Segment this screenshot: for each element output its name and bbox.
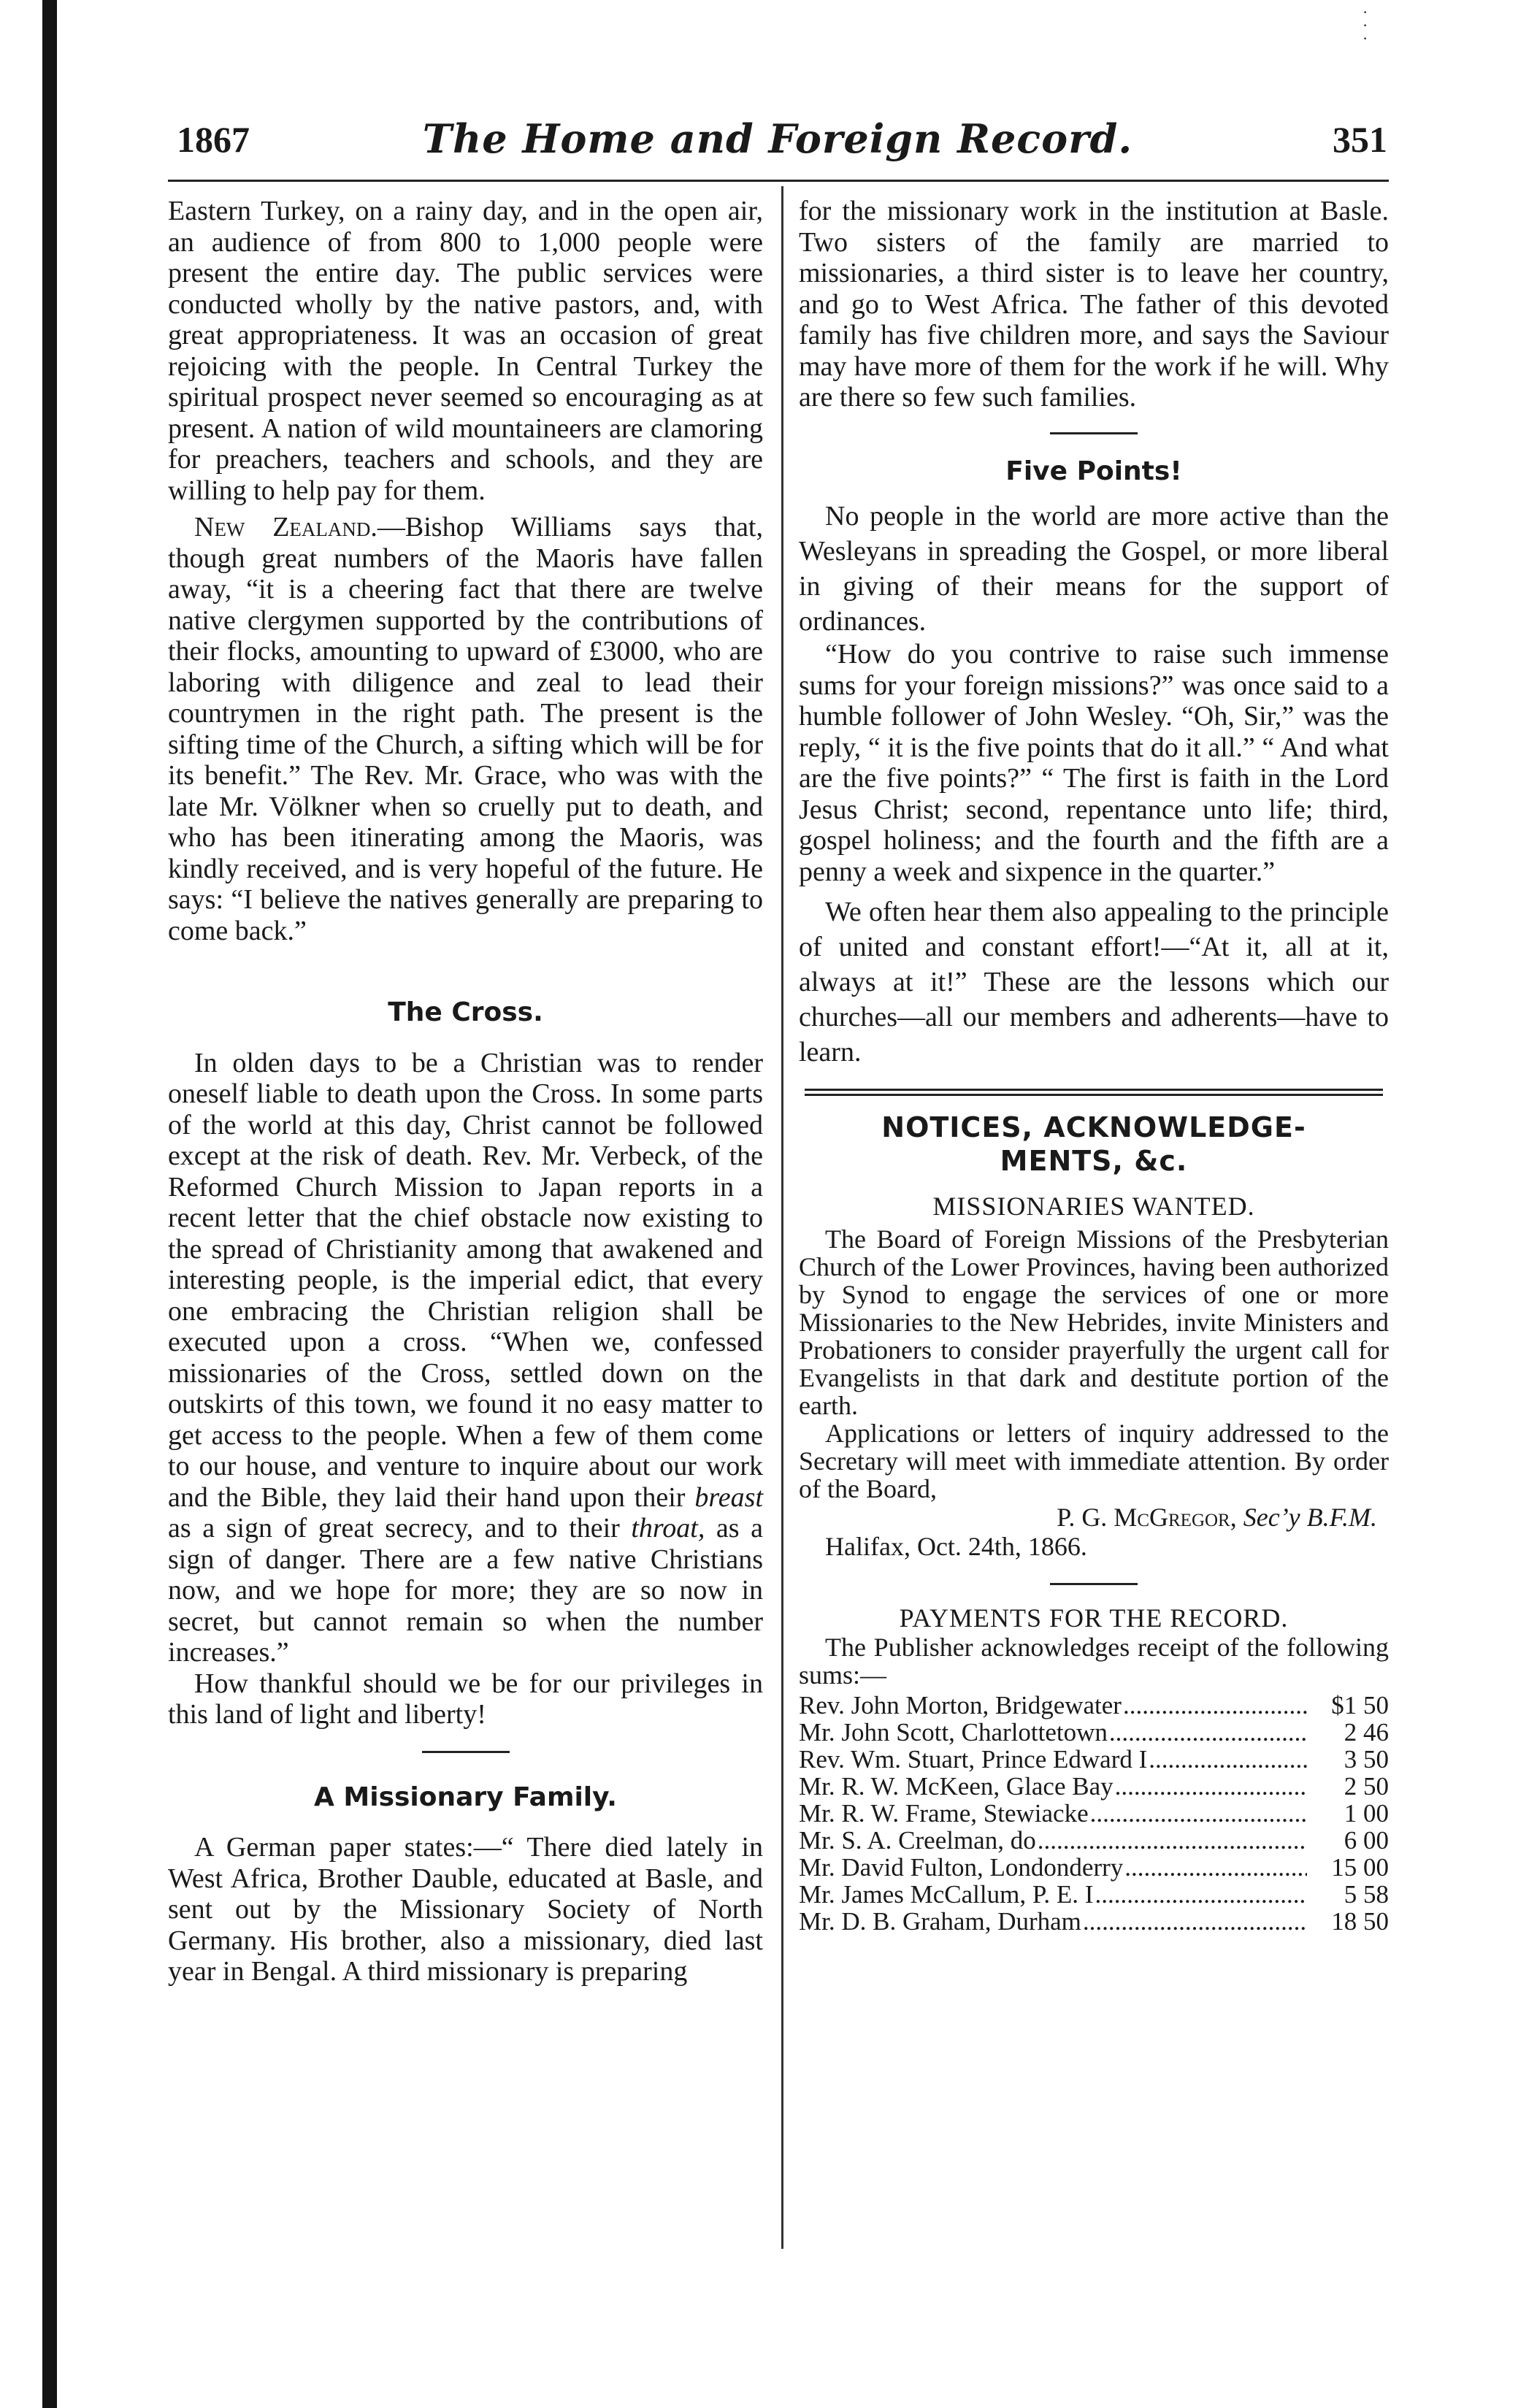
header-page-number: 351 bbox=[1333, 119, 1387, 160]
payment-row bbox=[799, 1746, 1389, 1773]
paragraph-appealing: We often hear them also appealing to the principle of united and constant effort!—“At it, all at it, always at it!” These are the lessons which our churches—all our members and adherents—have to learn. bbox=[799, 897, 1389, 1067]
payment-name: Mr. R. W. McKeen, Glace Bay bbox=[799, 1772, 1114, 1801]
payment-row bbox=[799, 1881, 1389, 1908]
leader-dots bbox=[1115, 1773, 1307, 1800]
payment-name: Mr. D. B. Graham, Durham bbox=[799, 1907, 1081, 1936]
leader-dots bbox=[1109, 1719, 1307, 1746]
payment-name: Mr. John Scott, Charlottetown bbox=[799, 1718, 1108, 1746]
cross-text-breast: breast bbox=[694, 1481, 763, 1513]
binding-edge bbox=[42, 0, 57, 2408]
new-zealand-text: —Bishop Williams says that, though great numbers of the Maoris have fallen away, “it is a cheering fact that there are twelve native clergymen supported by the contributions of their flocks, amounting to upward of £3000, who are laboring with diligence and zeal to lead their countrymen in the right path. The present is the sifting time of the Church, a sifting which will be for its benefit.” The Rev. Mr. Grace, who was with the late Mr. Völkner when so cruelly put to death, and who has been itinerating among the Maoris, was kindly received, and is very hopeful of the future. He says: “I believe the natives generally are preparing to come back.” bbox=[168, 512, 763, 946]
five-points-heading: Five Points! bbox=[1005, 456, 1182, 486]
leader-dots bbox=[1095, 1881, 1307, 1908]
payment-row bbox=[799, 1800, 1389, 1827]
payment-row bbox=[799, 1908, 1389, 1935]
payment-amount: 15 00 bbox=[1331, 1853, 1389, 1882]
notices-heading-line1: NOTICES, ACKNOWLEDGE- bbox=[881, 1111, 1306, 1143]
payment-amount: 3 50 bbox=[1344, 1745, 1389, 1774]
payment-name: Mr. David Fulton, Londonderry bbox=[799, 1853, 1124, 1882]
signature-date: Halifax, Oct. 24th, 1866. bbox=[825, 1531, 1087, 1561]
payment-amount: $1 50 bbox=[1331, 1691, 1389, 1719]
notices-heading-line2: MENTS, &c. bbox=[1000, 1145, 1188, 1177]
right-column bbox=[799, 196, 1389, 1935]
scan-specks: · · · bbox=[1362, 3, 1368, 47]
notices-double-rule bbox=[805, 1089, 1383, 1096]
missionaries-wanted-heading: MISSIONARIES WANTED. bbox=[932, 1192, 1255, 1221]
payment-name: Rev. John Morton, Bridgewater bbox=[799, 1691, 1122, 1719]
page-header bbox=[168, 110, 1387, 168]
paragraph-wesleyans: No people in the world are more active than the Wesleyans in spreading the Gospel, or more liberal in giving of their means for the support of ordinances. bbox=[799, 501, 1389, 637]
payment-amount: 1 00 bbox=[1344, 1799, 1389, 1828]
payment-row bbox=[799, 1773, 1389, 1800]
payment-amount: 2 46 bbox=[1344, 1718, 1389, 1746]
left-column bbox=[168, 196, 763, 1987]
payment-amount: 18 50 bbox=[1331, 1907, 1389, 1936]
signature-name: P. G. McGregor, bbox=[1057, 1502, 1243, 1532]
payment-amount: 6 00 bbox=[1344, 1826, 1389, 1855]
payment-row bbox=[799, 1719, 1389, 1746]
paragraph-basle: for the missionary work in the institution at Basle. Two sisters of the family are married to missionaries, a third sister is to leave her country, and go to West Africa. The father of this devoted family has five children more, and says the Saviour may have more of them for the work if he will. Why are there so few such families. bbox=[799, 196, 1389, 413]
paragraph-cross bbox=[168, 1048, 763, 1668]
leader-dots bbox=[1090, 1800, 1307, 1827]
payment-amount: 5 58 bbox=[1344, 1880, 1389, 1909]
cross-text-b: as a sign of great secrecy, and to their bbox=[168, 1513, 632, 1544]
header-rule bbox=[168, 180, 1389, 182]
payment-row bbox=[799, 1854, 1389, 1881]
signature-title: Sec’y B.F.M. bbox=[1243, 1502, 1377, 1532]
leader-dots bbox=[1123, 1692, 1307, 1719]
missionary-family-heading: A Missionary Family. bbox=[314, 1782, 617, 1812]
cross-heading: The Cross. bbox=[388, 997, 543, 1027]
leader-dots bbox=[1124, 1854, 1307, 1881]
payment-name: Rev. Wm. Stuart, Prince Edward I bbox=[799, 1745, 1148, 1774]
payments-heading: PAYMENTS FOR THE RECORD. bbox=[899, 1603, 1289, 1633]
cross-text-c: as a sign of danger. There are a few native Christians now, and we hope for more; they are so now in secret, but cannot remain so when the number increases.” bbox=[168, 1513, 763, 1668]
paragraph-turkey: Eastern Turkey, on a rainy day, and in the open air, an audience of from 800 to 1,000 people were present the entire day. The public services were conducted wholly by the native pastors, and, with great appropriateness. It was an occasion of great rejoicing with the people. In Central Turkey the spiritual prospect never seemed so encouraging as at present. A nation of wild mountaineers are clamoring for preachers, teachers and schools, and they are willing to help pay for them. bbox=[168, 196, 763, 506]
leader-dots bbox=[1083, 1908, 1307, 1935]
payment-name: Mr. James McCallum, P. E. I bbox=[799, 1880, 1094, 1909]
payment-name: Mr. R. W. Frame, Stewiacke bbox=[799, 1799, 1089, 1828]
paragraph-five-points: “How do you contrive to raise such immense sums for your foreign missions?” was once said to a humble follower of John Wesley. “Oh, Sir,” was the reply, “ it is the five points that do it all.” “ And what are the five points?” “ The first is faith in the Lord Jesus Christ; second, repentance unto life; third, gospel holiness; and the fourth and the fifth are a penny a week and sixpence in the quarter.” bbox=[799, 639, 1389, 887]
payments-list bbox=[799, 1692, 1389, 1935]
new-zealand-label: New Zealand. bbox=[194, 512, 377, 542]
leader-dots bbox=[1038, 1827, 1307, 1854]
payment-row bbox=[799, 1692, 1389, 1719]
paragraph-privileges: How thankful should we be for our privileges in this land of light and liberty! bbox=[168, 1668, 763, 1730]
cross-text-a: In olden days to be a Christian was to render oneself liable to death upon the Cross. In some parts of the world at this day, Christ cannot be followed except at the risk of death. Rev. Mr. Verbeck, of the Reformed Church Mission to Japan reports in a recent letter that the chief obstacle now existing to the spread of Christianity among that awakened and interesting people, is the imperial edict, that every one embracing the Christian religion shall be executed upon a cross. “When we, confessed missionaries of the Cross, settled down on the outskirts of this town, we found it no easy matter to get access to the people. When a few of them come to our house, and venture to inquire about our work and the Bible, they laid their hand upon their bbox=[168, 1047, 763, 1513]
paragraph-german-paper: A German paper states:—“ There died lately in West Africa, Brother Dauble, educated at Basle, and sent out by the Missionary Society of North Germany. His brother, also a missionary, died last year in Bengal. A third missionary is preparing bbox=[168, 1832, 763, 1987]
cross-text-throat: throat, bbox=[631, 1513, 705, 1544]
header-year: 1867 bbox=[177, 119, 250, 160]
signature-line bbox=[799, 1503, 1389, 1532]
payment-row bbox=[799, 1827, 1389, 1854]
paragraph-new-zealand bbox=[168, 512, 763, 946]
paragraph-applications: Applications or letters of inquiry addressed to the Secretary will meet with immediate attention. By order of the Board, bbox=[799, 1418, 1389, 1503]
payments-intro: The Publisher acknowledges receipt of the following sums:— bbox=[799, 1633, 1389, 1690]
leader-dots bbox=[1149, 1746, 1307, 1773]
header-title: The Home and Foreign Record. bbox=[422, 115, 1133, 162]
column-divider bbox=[781, 186, 783, 2249]
payment-amount: 2 50 bbox=[1344, 1772, 1389, 1801]
payment-name: Mr. S. A. Creelman, do bbox=[799, 1826, 1036, 1855]
paragraph-board: The Board of Foreign Missions of the Presbyterian Church of the Lower Provinces, having been authorized by Synod to engage the services of one or more Missionaries to the New Hebrides, invite Ministers and Probationers to consider prayerfully the urgent call for Evangelists in that dark and destitute portion of the earth. bbox=[799, 1224, 1389, 1420]
